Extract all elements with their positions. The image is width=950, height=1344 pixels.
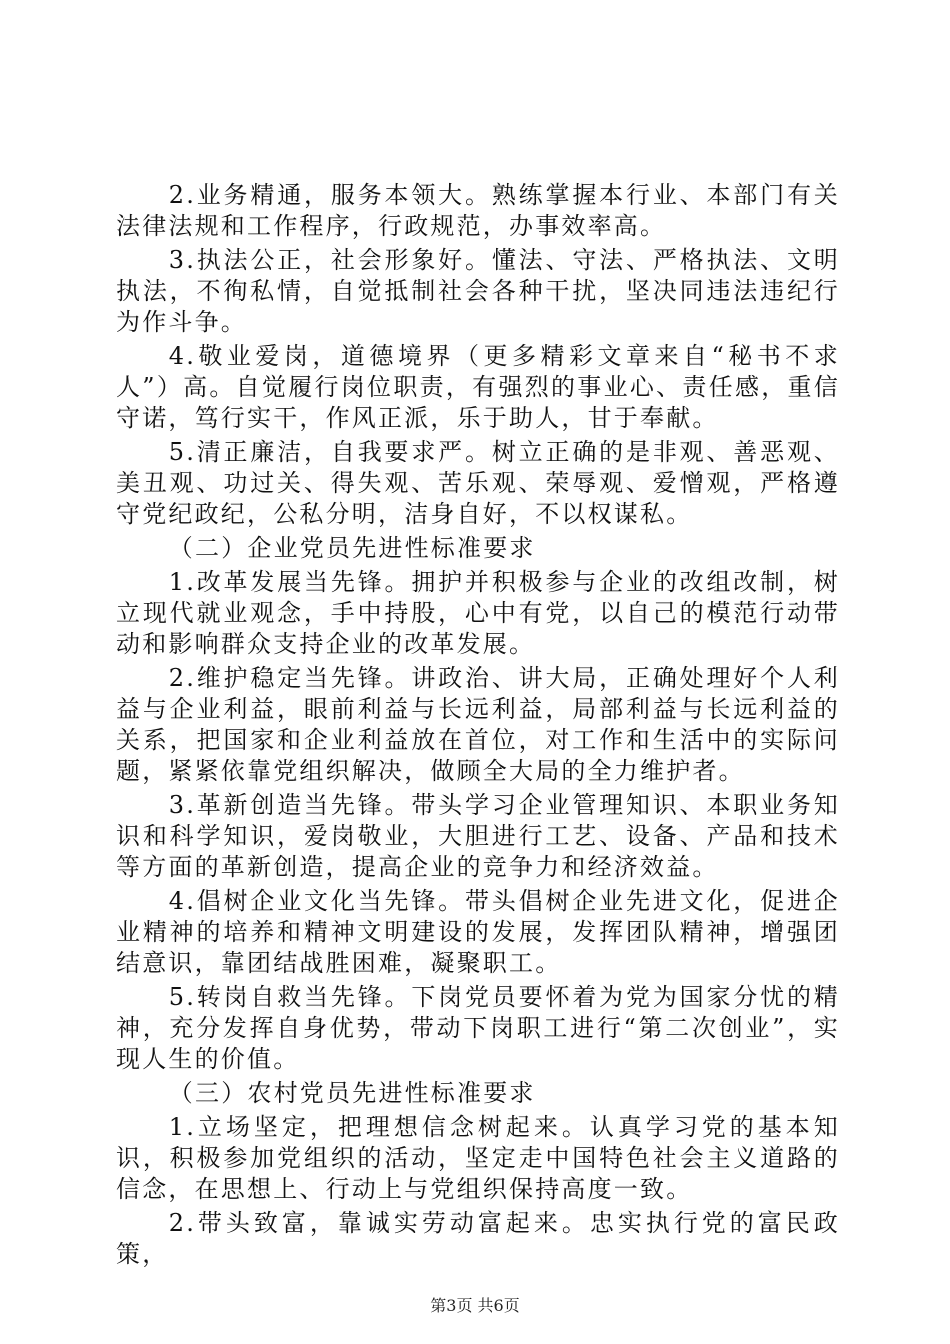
paragraph: 5.转岗自救当先锋。下岗党员要怀着为党为国家分忧的精神，充分发挥自身优势，带动下岗职工进行“第二次创业”，实现人生的价值。: [116, 983, 840, 1073]
page-number-footer: 第3页 共6页: [430, 1296, 520, 1315]
paragraph: 1.立场坚定，把理想信念树起来。认真学习党的基本知识，积极参加党组织的活动，坚定走中国特色社会主义道路的信念，在思想上、行动上与党组织保持高度一致。: [116, 1113, 840, 1203]
section-heading: （二）企业党员先进性标准要求: [168, 534, 536, 562]
paragraph: 2.带头致富，靠诚实劳动富起来。忠实执行党的富民政策，: [116, 1209, 840, 1268]
document-body: [116, 180, 840, 1270]
paragraph: 4.敬业爱岗，道德境界（更多精彩文章来自“秘书不求人”）高。自觉履行岗位职责，有强烈的事业心、责任感，重信守诺，笃行实干，作风正派，乐于助人，甘于奉献。: [116, 342, 840, 432]
section-heading: （三）农村党员先进性标准要求: [168, 1079, 536, 1107]
paragraph: 4.倡树企业文化当先锋。带头倡树企业先进文化，促进企业精神的培养和精神文明建设的发展，发挥团队精神，增强团结意识，靠团结战胜困难，凝聚职工。: [116, 887, 840, 977]
paragraph: 2.维护稳定当先锋。讲政治、讲大局，正确处理好个人利益与企业利益，眼前利益与长远利益，局部利益与长远利益的关系，把国家和企业利益放在首位，对工作和生活中的实际问题，紧紧依靠党组织解决，做顾全大局的全力维护者。: [116, 664, 840, 785]
paragraph: 3.执法公正，社会形象好。懂法、守法、严格执法、文明执法，不徇私情，自觉抵制社会各种干扰，坚决同违法违纪行为作斗争。: [116, 246, 840, 336]
paragraph: 2.业务精通，服务本领大。熟练掌握本行业、本部门有关法律法规和工作程序，行政规范，办事效率高。: [116, 181, 840, 240]
paragraph: 3.革新创造当先锋。带头学习企业管理知识、本职业务知识和科学知识，爱岗敬业，大胆进行工艺、设备、产品和技术等方面的革新创造，提高企业的竞争力和经济效益。: [116, 791, 840, 881]
paragraph: 5.清正廉洁，自我要求严。树立正确的是非观、善恶观、美丑观、功过关、得失观、苦乐观、荣辱观、爱憎观，严格遵守党纪政纪，公私分明，洁身自好，不以权谋私。: [116, 438, 840, 528]
paragraph: 1.改革发展当先锋。拥护并积极参与企业的改组改制，树立现代就业观念，手中持股，心中有党，以自己的模范行动带动和影响群众支持企业的改革发展。: [116, 568, 840, 658]
